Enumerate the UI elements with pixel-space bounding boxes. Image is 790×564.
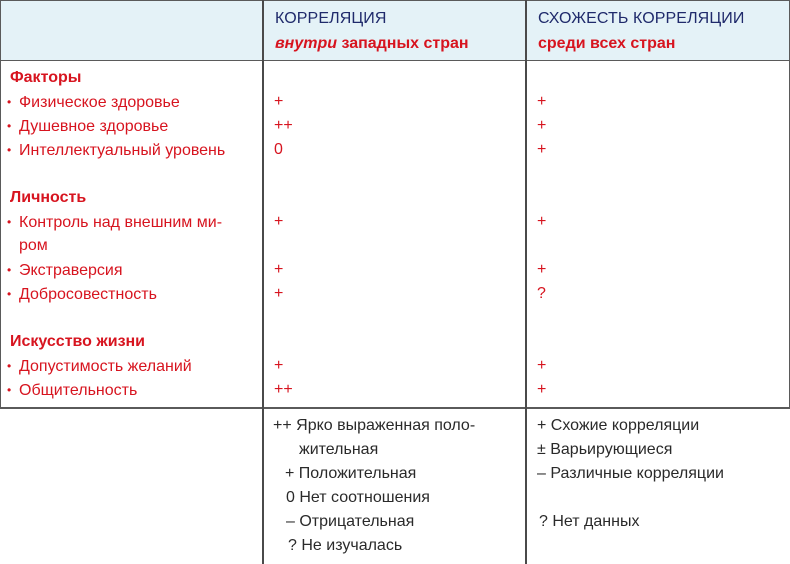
row-label: • Физическое здоровье — [7, 90, 180, 115]
legend-item — [539, 510, 639, 534]
legend-item — [273, 414, 475, 438]
bullet-icon: • — [7, 215, 12, 229]
header-title-correlation: КОРРЕЛЯЦИЯ — [275, 10, 387, 27]
bullet-icon: • — [7, 143, 12, 157]
cell-similarity-all: + — [537, 93, 547, 110]
legend-symbol: ± — [537, 441, 546, 458]
row-label: • Экстраверсия — [7, 258, 123, 283]
legend-text: Различные корреляции — [550, 465, 724, 482]
cell-similarity-all: ? — [537, 285, 546, 302]
row-label: • Интеллектуальный уровень — [7, 138, 225, 163]
header-subtitle-similarity: среди всех стран — [538, 35, 676, 52]
legend-text-continuation: жительная — [299, 441, 379, 458]
row-label: • Допустимость желаний — [7, 354, 192, 379]
cell-within-western: + — [274, 93, 284, 110]
cell-within-western: ++ — [274, 381, 293, 398]
header-cell-empty — [1, 1, 263, 60]
legend-text: Отрицательная — [299, 513, 415, 530]
row-label: • Контроль над внешним ми- — [7, 210, 222, 235]
legend-symbol: ++ — [273, 417, 292, 434]
cell-similarity-all: + — [537, 213, 547, 230]
bullet-icon: • — [7, 263, 12, 277]
column-divider-2 — [525, 0, 527, 564]
cell-within-western: 0 — [274, 141, 283, 158]
section-title-factors: Факторы — [10, 69, 82, 86]
cell-similarity-all: + — [537, 357, 547, 374]
bullet-icon: • — [7, 287, 12, 301]
legend-text: Не изучалась — [301, 537, 403, 554]
row-label-continuation: ром — [19, 237, 48, 254]
legend-text: Ярко выраженная поло- — [296, 417, 476, 434]
legend-item — [537, 438, 672, 462]
header-subtitle-italic: внутри — [275, 35, 337, 52]
legend-symbol: + — [537, 417, 547, 434]
header-cell-correlation — [265, 1, 527, 60]
legend-item — [286, 486, 430, 510]
legend-text: Нет соотношения — [299, 489, 430, 506]
section-title-art-of-living: Искусство жизни — [10, 333, 146, 350]
column-divider-1 — [262, 0, 264, 564]
legend-symbol: ? — [288, 537, 297, 554]
cell-within-western: + — [274, 261, 284, 278]
cell-within-western: ++ — [274, 117, 293, 134]
legend-text: Положительная — [298, 465, 417, 482]
cell-within-western: + — [274, 285, 284, 302]
header-cell-similarity — [528, 1, 789, 60]
legend-symbol: – — [537, 465, 546, 482]
legend-item — [286, 510, 414, 534]
header-title-similarity: СХОЖЕСТЬ КОРРЕЛЯЦИИ — [538, 10, 745, 27]
cell-similarity-all: + — [537, 381, 547, 398]
legend-symbol: – — [286, 513, 295, 530]
section-title-personality: Личность — [10, 189, 87, 206]
legend-symbol: 0 — [286, 489, 295, 506]
legend-symbol: + — [285, 465, 295, 482]
legend-symbol: ? — [539, 513, 548, 530]
table-header-row — [0, 0, 790, 61]
header-subtitle-rest: западных стран — [337, 35, 469, 52]
legend-text: Схожие корреляции — [550, 417, 700, 434]
row-label: • Общительность — [7, 378, 137, 403]
row-label: • Душевное здоровье — [7, 114, 168, 139]
cell-similarity-all: + — [537, 117, 547, 134]
legend-item — [285, 462, 416, 486]
cell-within-western: + — [274, 357, 284, 374]
bullet-icon: • — [7, 359, 12, 373]
header-subtitle-correlation — [275, 35, 469, 53]
cell-similarity-all: + — [537, 141, 547, 158]
legend-text: Нет данных — [552, 513, 640, 530]
row-label: • Добросовестность — [7, 282, 157, 307]
cell-similarity-all: + — [537, 261, 547, 278]
bullet-icon: • — [7, 95, 12, 109]
legend-item — [537, 414, 699, 438]
legend-item — [288, 534, 402, 558]
cell-within-western: + — [274, 213, 284, 230]
legend-text: Варьирующиеся — [550, 441, 673, 458]
bullet-icon: • — [7, 119, 12, 133]
legend-item — [537, 462, 724, 486]
bullet-icon: • — [7, 383, 12, 397]
